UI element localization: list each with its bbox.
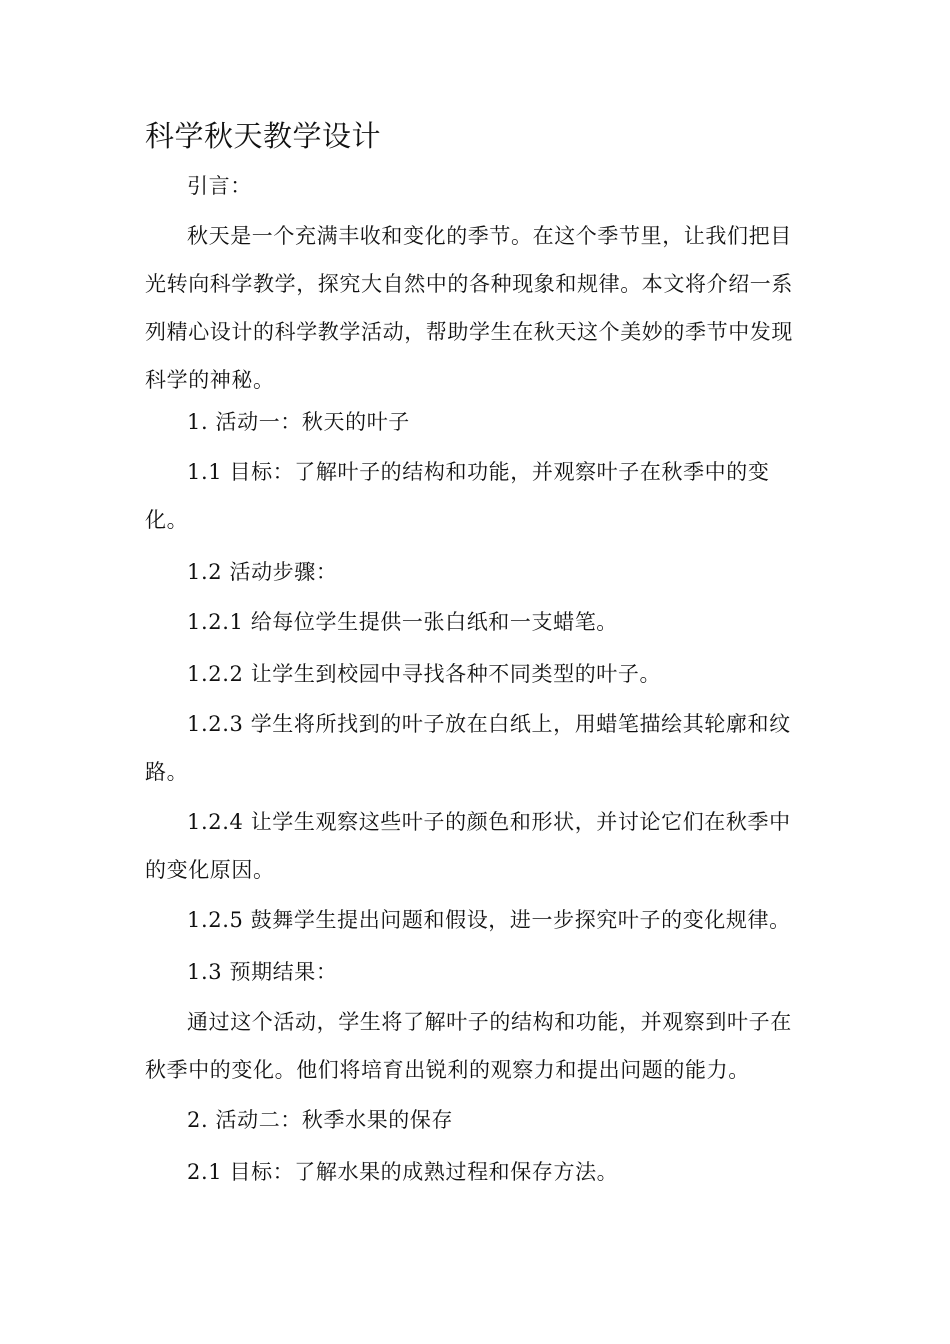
document-title: 科学秋天教学设计 xyxy=(145,119,382,153)
paragraph-step-1-2-5: 1.2.5 鼓舞学生提出问题和假设，进一步探究叶子的变化规律。 xyxy=(187,908,791,932)
paragraph-step-1-2-4: 1.2.4 让学生观察这些叶子的颜色和形状，并讨论它们在秋季中的变化原因。 xyxy=(145,810,791,882)
paragraph-intro-body: 秋天是一个充满丰收和变化的季节。在这个季节里，让我们把目光转向科学教学，探究大自然中的各种现象和规律。本文将介绍一系列精心设计的科学教学活动，帮助学生在秋天这个美妙的季节中发现科学的神秘。 xyxy=(145,224,793,392)
paragraph-activity-1-goal: 1.1 目标：了解叶子的结构和功能，并观察叶子在秋季中的变化。 xyxy=(145,460,770,532)
paragraph-step-1-2-3: 1.2.3 学生将所找到的叶子放在白纸上，用蜡笔描绘其轮廓和纹路。 xyxy=(145,712,791,784)
paragraph-step-1-2-1: 1.2.1 给每位学生提供一张白纸和一支蜡笔。 xyxy=(187,610,618,634)
paragraph-activity-2-goal: 2.1 目标：了解水果的成熟过程和保存方法。 xyxy=(187,1160,619,1184)
paragraph-activity-1-heading: 1. 活动一：秋天的叶子 xyxy=(187,410,410,434)
paragraph-activity-1-expected-body: 通过这个活动，学生将了解叶子的结构和功能，并观察到叶子在秋季中的变化。他们将培育出锐利的观察力和提出问题的能力。 xyxy=(145,1010,792,1082)
paragraph-activity-1-expected-heading: 1.3 预期结果： xyxy=(187,960,338,984)
paragraph-step-1-2-2: 1.2.2 让学生到校园中寻找各种不同类型的叶子。 xyxy=(187,662,662,686)
paragraph-intro-heading: 引言： xyxy=(187,174,252,198)
paragraph-activity-2-heading: 2. 活动二：秋季水果的保存 xyxy=(187,1108,454,1132)
paragraph-activity-1-steps-heading: 1.2 活动步骤： xyxy=(187,560,338,584)
